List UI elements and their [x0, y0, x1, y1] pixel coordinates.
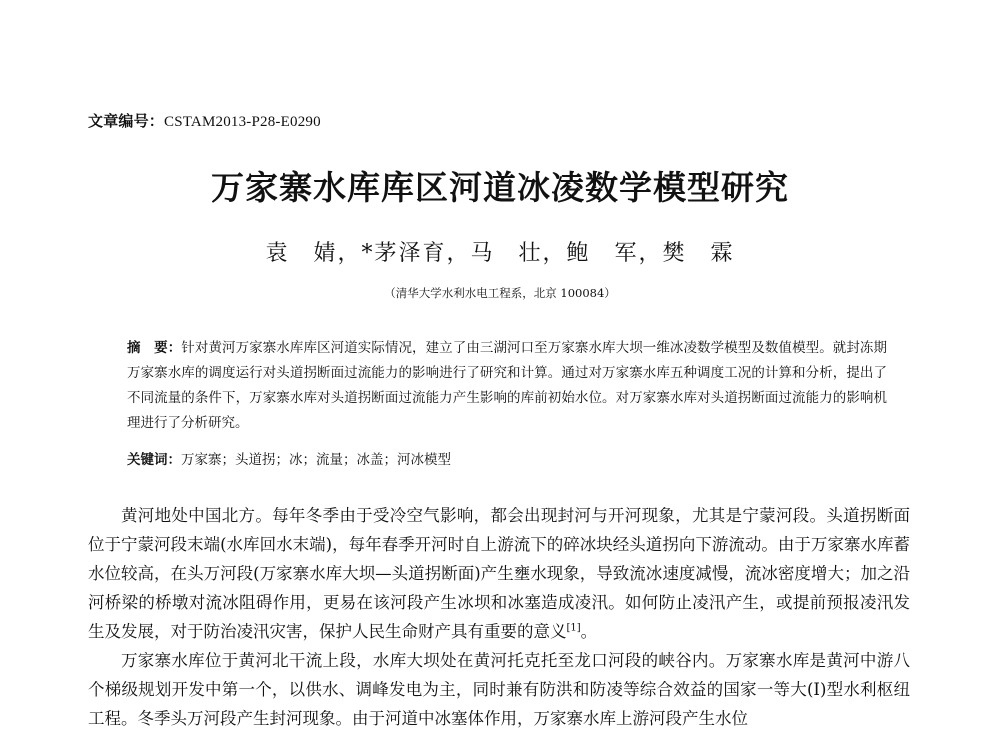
body-text — [88, 501, 910, 733]
affiliation: （清华大学水利水电工程系，北京 100084） — [384, 286, 616, 300]
body-paragraph-1-text: 黄河地处中国北方。每年冬季由于受冷空气影响，都会出现封河与开河现象，尤其是宁蒙河段。头道拐断面位于宁蒙河段末端(水库回水末端)，每年春季开河时自上游流下的碎冰块经头道拐向下游流动。由于万家寨水库蓄水位较高，在头万河段(万家寨水库大坝—头道拐断面)产生壅水现象，导致流冰速度减慢，流冰密度增大；加之沿河桥梁的桥墩对流冰阻碍作用，更易在该河段产生冰坝和冰塞造成凌汛。如何防止凌汛产生，或提前预报凌汛发生及发展，对于防治凌汛灾害，保护人民生命财产具有重要的意义 — [88, 506, 910, 641]
article-id-label: 文章编号： — [88, 112, 165, 130]
body-paragraph — [88, 501, 910, 646]
abstract-text: 针对黄河万家寨水库库区河道实际情况，建立了由三湖河口至万家寨水库大坝一维冰凌数学模型及数值模型。就封冻期万家寨水库的调度运行对头道拐断面过流能力的影响进行了研究和计算。通过对万家寨水库五种调度工况的计算和分析，提出了不同流量的条件下，万家寨水库对头道拐断面过流能力产生影响的库前初始水位。对万家寨水库对头道拐断面过流能力的影响机理进行了分析研究。 — [127, 340, 888, 431]
abstract — [127, 336, 887, 436]
article-id-code: CSTAM2013-P28-E0290 — [164, 114, 321, 130]
body-paragraph — [88, 646, 910, 733]
abstract-label: 摘 要： — [127, 340, 182, 356]
keywords-label: 关键词： — [127, 452, 181, 468]
body-paragraph-1-end: 。 — [580, 622, 598, 641]
article-id — [88, 110, 321, 131]
author-list: 袁 婧，*茅泽育，马 壮，鲍 军，樊 霖 — [265, 241, 735, 266]
body-paragraph-2-text: 万家寨水库位于黄河北干流上段，水库大坝处在黄河托克托至龙口河段的峡谷内。万家寨水库是黄河中游八个梯级规划开发中第一个，以供水、调峰发电为主，同时兼有防洪和防凌等综合效益的国家一等大(I)型水利枢纽工程。冬季头万河段产生封河现象。由于河道中冰塞体作用，万家寨水库上游河段产生水位 — [88, 651, 910, 728]
keywords-text: 万家寨；头道拐；冰；流量；冰盖；河冰模型 — [181, 452, 451, 468]
keywords — [127, 448, 887, 473]
citation-ref[interactable]: [1] — [566, 622, 581, 634]
paper-title: 万家寨水库库区河道冰凌数学模型研究 — [211, 168, 789, 207]
